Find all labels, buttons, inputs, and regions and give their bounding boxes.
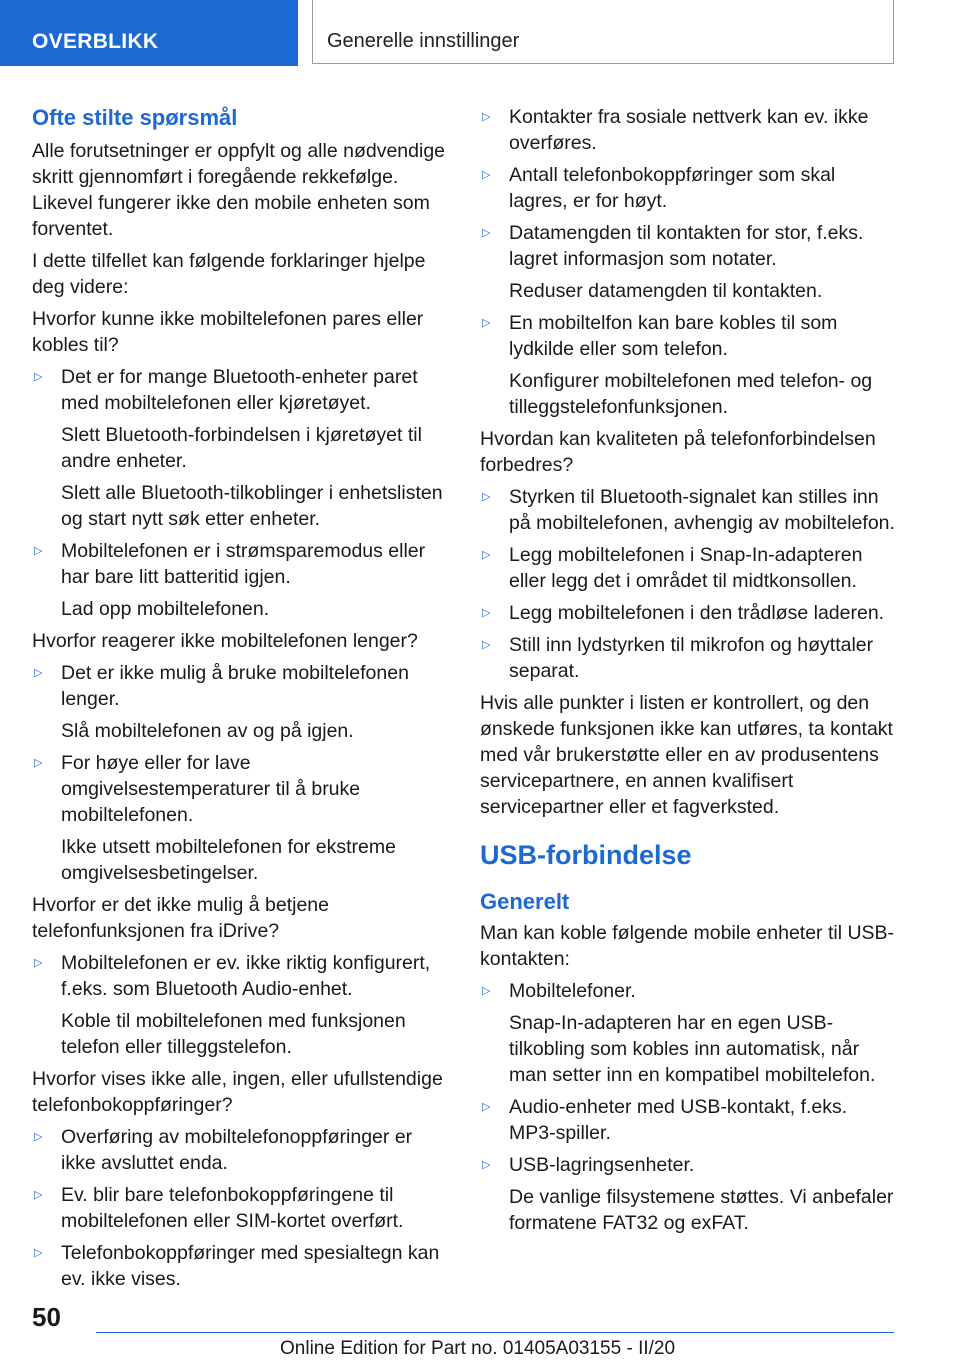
list-item-detail: Lad opp mobiltelefonen. (61, 598, 270, 620)
triangle-bullet-icon: ▷ (34, 957, 43, 969)
list-item-detail: Snap-In-adapteren har en egen USB-tilkobling som kobles inn automatisk, når man setter inn en kompatibel mobiltelefon. (509, 1012, 876, 1086)
triangle-bullet-icon: ▷ (482, 491, 491, 503)
triangle-bullet-icon: ▷ (482, 1159, 491, 1171)
list-item: ▷ Det er for mange Bluetooth-enheter paret med mobiltelefonen eller kjøretøyet. Slett Bluetooth-forbindelsen i kjøretøyet til andre enheter. Slett alle Bluetooth-tilkoblinger i enhetslisten og start nytt søk etter enheter. (32, 364, 448, 532)
list-item: ▷ Antall telefonbokoppføringer som skal lagres, er for høyt. (482, 164, 836, 212)
bullet-list (480, 978, 896, 1236)
chapter-tab (312, 0, 894, 64)
list-item-detail: Reduser datamengden til kontakten. (509, 280, 823, 302)
triangle-bullet-icon: ▷ (482, 227, 491, 239)
triangle-bullet-icon: ▷ (482, 111, 491, 123)
list-item: ▷ Det er ikke mulig å bruke mobiltelefonen lenger. Slå mobiltelefonen av og på igjen. (32, 660, 448, 744)
paragraph: I dette tilfellet kan følgende forklaringer hjelpe deg videre: (32, 250, 426, 298)
triangle-bullet-icon: ▷ (482, 607, 491, 619)
list-item: ▷ Mobiltelefonen er i strømsparemodus eller har bare litt batteritid igjen. Lad opp mobiltelefonen. (32, 538, 448, 622)
list-item: ▷ Legg mobiltelefonen i den trådløse laderen. (482, 602, 885, 624)
triangle-bullet-icon: ▷ (482, 169, 491, 181)
list-item: ▷ En mobiltelfon kan bare kobles til som lydkilde eller som telefon. Konfigurer mobiltelefonen med telefon- og tilleggstelefonfunksjonen. (480, 310, 896, 420)
triangle-bullet-icon: ▷ (34, 545, 43, 557)
list-item: ▷ For høye eller for lave omgivelsestemperaturer til å bruke mobiltelefonen. Ikke utsett mobiltelefonen for ekstreme omgivelsesbetingelser. (32, 750, 448, 886)
section-label: OVERBLIKK (32, 30, 159, 53)
chapter-title: Generelle innstillinger (327, 30, 520, 52)
bullet-list (480, 104, 896, 420)
bullet-list (32, 1124, 448, 1292)
footer-divider (96, 1332, 894, 1333)
bullet-list (480, 484, 896, 684)
triangle-bullet-icon: ▷ (482, 985, 491, 997)
triangle-bullet-icon: ▷ (482, 1101, 491, 1113)
list-item: ▷ Ev. blir bare telefonbokoppføringene til mobiltelefonen eller SIM-kortet overført. (34, 1184, 404, 1232)
list-item: ▷ USB-lagringsenheter. De vanlige filsystemene støttes. Vi anbefaler formatene FAT32 og exFAT. (480, 1152, 896, 1236)
question: Hvorfor kunne ikke mobiltelefonen pares eller kobles til? (32, 308, 424, 356)
triangle-bullet-icon: ▷ (34, 1189, 43, 1201)
edition-note: Online Edition for Part no. 01405A03155 - II/20 (280, 1338, 676, 1359)
list-item: ▷ Datamengden til kontakten for stor, f.eks. lagret informasjon som notater. Reduser datamengden til kontakten. (480, 220, 896, 304)
triangle-bullet-icon: ▷ (482, 317, 491, 329)
triangle-bullet-icon: ▷ (34, 371, 43, 383)
list-item: ▷ Mobiltelefoner. Snap-In-adapteren har en egen USB-tilkobling som kobles inn automatisk, når man setter inn en kompatibel mobiltelefon. (480, 978, 896, 1088)
list-item-detail: De vanlige filsystemene støttes. Vi anbefaler formatene FAT32 og exFAT. (509, 1186, 894, 1234)
list-item-detail: Koble til mobiltelefonen med funksjonen telefon eller tilleggstelefon. (61, 1010, 406, 1058)
list-item: ▷ Telefonbokoppføringer med spesialtegn kan ev. ikke vises. (34, 1242, 440, 1290)
paragraph: Man kan koble følgende mobile enheter til USB-kontakten: (480, 922, 895, 970)
bullet-list (32, 364, 448, 622)
list-item: ▷ Legg mobiltelefonen i Snap-In-adapteren eller legg det i området til midtkonsollen. (482, 544, 863, 592)
list-item-detail: Slå mobiltelefonen av og på igjen. (61, 720, 354, 742)
question: Hvorfor reagerer ikke mobiltelefonen lenger? (32, 630, 418, 652)
triangle-bullet-icon: ▷ (482, 639, 491, 651)
list-item: ▷ Kontakter fra sosiale nettverk kan ev. ikke overføres. (482, 106, 869, 154)
list-item-detail: Konfigurer mobiltelefonen med telefon- og tilleggstelefonfunksjonen. (509, 370, 873, 418)
page-header (0, 0, 960, 66)
list-item: ▷ Still inn lydstyrken til mikrofon og høyttaler separat. (482, 634, 874, 682)
general-subheading: Generelt (480, 889, 570, 914)
left-column (32, 104, 448, 1298)
triangle-bullet-icon: ▷ (34, 667, 43, 679)
section-tab (0, 0, 298, 66)
faq-heading: Ofte stilte spørsmål (32, 105, 238, 130)
bullet-list (32, 660, 448, 886)
triangle-bullet-icon: ▷ (482, 549, 491, 561)
right-column (480, 104, 896, 1242)
paragraph: Hvis alle punkter i listen er kontrollert, og den ønskede funksjonen ikke kan utføres, ta kontakt med vår brukerstøtte eller en av produsentens servicepartnere, en annen kvalifisert servicepartner eller et fagverksted. (480, 692, 893, 818)
list-item-detail: Slett alle Bluetooth-tilkoblinger i enhetslisten og start nytt søk etter enheter. (61, 482, 443, 530)
question: Hvorfor vises ikke alle, ingen, eller ufullstendige telefonbokoppføringer? (32, 1068, 443, 1116)
list-item: ▷ Mobiltelefonen er ev. ikke riktig konfigurert, f.eks. som Bluetooth Audio-enhet. Koble til mobiltelefonen med funksjonen telefon eller tilleggstelefon. (32, 950, 448, 1060)
triangle-bullet-icon: ▷ (34, 1131, 43, 1143)
list-item: ▷ Audio-enheter med USB-kontakt, f.eks. MP3-spiller. (482, 1096, 848, 1144)
triangle-bullet-icon: ▷ (34, 757, 43, 769)
list-item: ▷ Overføring av mobiltelefonoppføringer er ikke avsluttet enda. (34, 1126, 413, 1174)
question: Hvorfor er det ikke mulig å betjene telefonfunksjonen fra iDrive? (32, 894, 329, 942)
usb-section-heading: USB-forbindelse (480, 840, 692, 870)
triangle-bullet-icon: ▷ (34, 1247, 43, 1259)
list-item-detail: Slett Bluetooth-forbindelsen i kjøretøyet til andre enheter. (61, 424, 422, 472)
bullet-list (32, 950, 448, 1060)
list-item: ▷ Styrken til Bluetooth-signalet kan stilles inn på mobiltelefonen, avhengig av mobiltelefon. (482, 486, 895, 534)
question: Hvordan kan kvaliteten på telefonforbindelsen forbedres? (480, 428, 876, 476)
list-item-detail: Ikke utsett mobiltelefonen for ekstreme omgivelsesbetingelser. (61, 836, 396, 884)
paragraph: Alle forutsetninger er oppfylt og alle nødvendige skritt gjennomført i foregående rekkefølge. Likevel fungerer ikke den mobile enheten som forventet. (32, 140, 446, 240)
page-number: 50 (32, 1302, 61, 1332)
